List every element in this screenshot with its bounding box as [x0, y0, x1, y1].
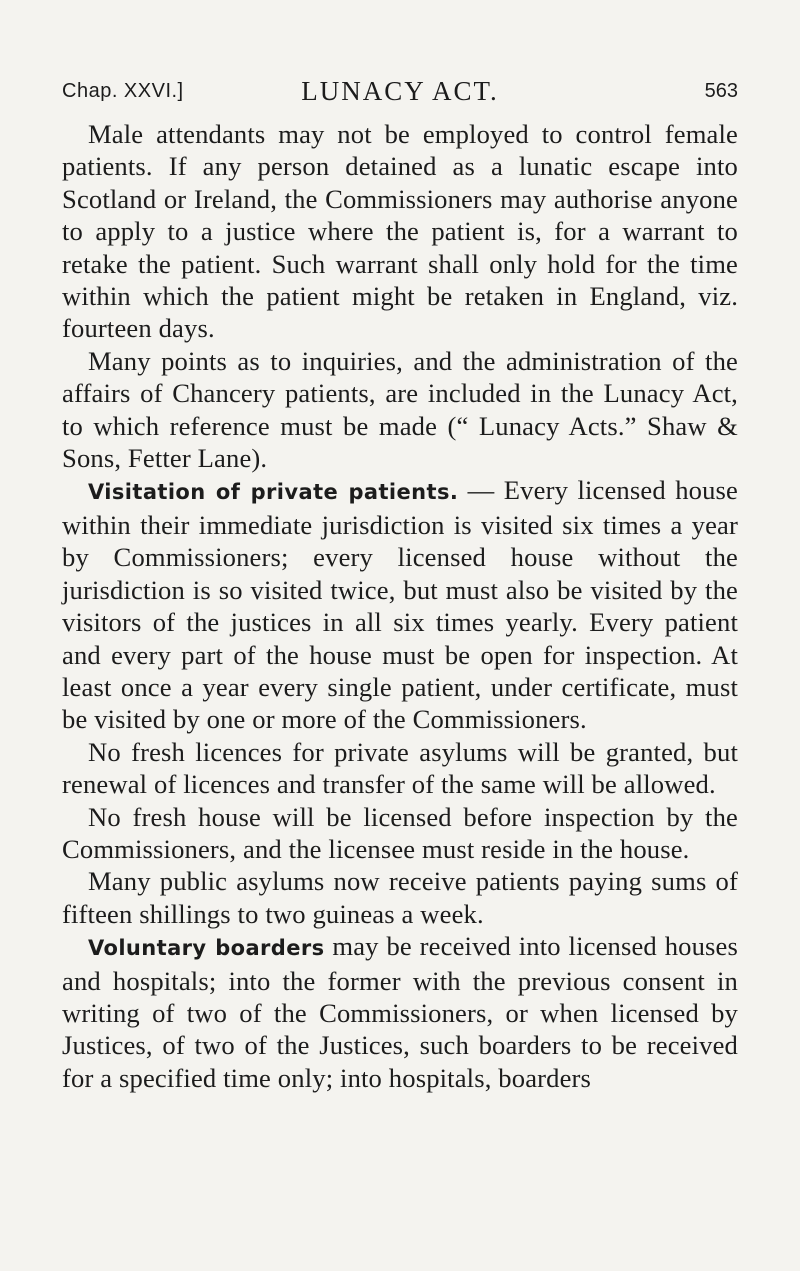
paragraph [62, 865, 738, 930]
paragraph-text: No fresh house will be licensed before inspection by the Commissioners, and the licensee must reside in the house. [62, 801, 738, 864]
section-heading: Visitation of private patients. [88, 480, 459, 505]
paragraph [62, 801, 738, 866]
page-title: LUNACY ACT. [301, 76, 499, 106]
running-head [62, 70, 738, 110]
paragraph-text: — Every licensed house within their immediate jurisdiction is visited six times a year by Commissioners; every licensed house without the jurisdiction is so visited twice, but must also be visited by the visitors of the justices in all six times yearly. Every patient and every part of the house must be open for inspection. At least once a year every single patient, under certificate, must be visited by one or more of the Commissioners. [62, 475, 738, 735]
paragraph-text: No fresh licences for private asylums will be granted, but renewal of licences and transfer of the same will be allowed. [62, 736, 738, 800]
paragraph-text: may be received into licensed houses and hospitals; into the former with the previous consent in writing of two of the Commissioners, or when licensed by Justices, of two of the Justices, such boarders to be received for a specified time only; into hospitals, boarders [62, 931, 738, 1093]
paragraph [62, 474, 738, 735]
paragraph-text: Many points as to inquiries, and the administration of the affairs of Chancery patients, are included in the Lunacy Act, to which reference must be made (“ Lunacy Acts.” Shaw & Sons, Fetter Lane). [62, 345, 738, 474]
chapter-reference: Chap. XXVI.] [62, 80, 184, 102]
paragraph [62, 118, 738, 345]
page-number: 563 [704, 80, 738, 102]
paragraph [62, 930, 738, 1094]
paragraph-text: Many public asylums now receive patients paying sums of fifteen shillings to two guineas a week. [62, 866, 738, 929]
paragraph [62, 345, 738, 475]
body-text [62, 118, 738, 1094]
section-heading: Voluntary boarders [88, 936, 325, 961]
paragraph-text: Male attendants may not be employed to control female patients. If any person detained as a lunatic escape into Scotland or Ireland, the Commissioners may authorise anyone to apply to a justice where the patient is, for a warrant to retake the patient. Such warrant shall only hold for the time within which the patient might be retaken in England, viz. fourteen days. [62, 119, 738, 344]
paragraph [62, 736, 738, 801]
